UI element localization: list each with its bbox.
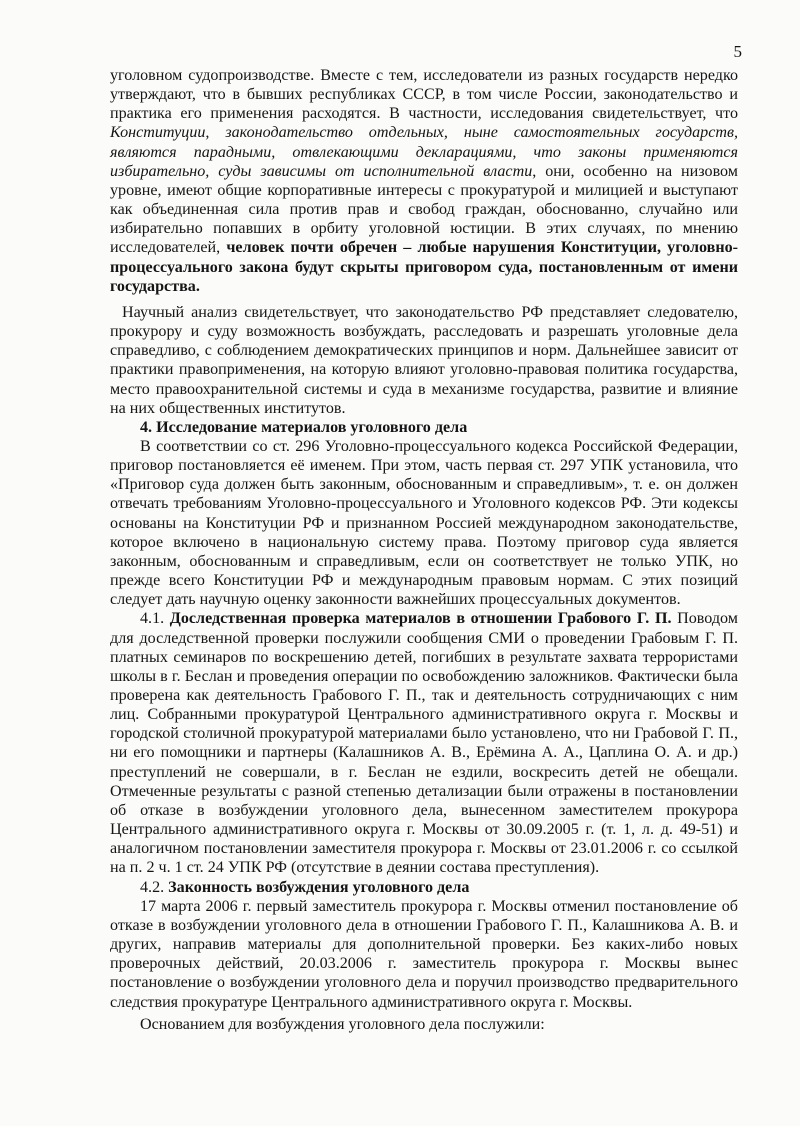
paragraph-4-1 — [110, 609, 738, 877]
subsection-4-1-number: 4.1. — [140, 610, 170, 628]
subsection-4-1-text: Поводом для доследственной проверки послужили сообщения СМИ о проведении Грабовым Г. П. платных семинаров по воскрешению детей, погибших в результате захвата террористами школы в г. Беслан и проведения операции по освобождению заложников. Фактически была проверена как деятельность Грабового Г. П., так и деятельность сотрудничающих с ним лиц. Собранными прокуратурой Центрального административного округа г. Москвы и городской столичной прокуратурой материалами было установлено, что ни Грабовой Г. П., ни его помощники и партнеры (Калашников А. В., Ерёмина А. А., Цаплина О. А. и др.) преступлений не совершали, в г. Беслан не ездили, воскресить детей не обещали. Отмеченные результаты с разной степенью детализации были отражены в постановлении об отказе в возбуждении уголовного дела, вынесенном заместителем прокурора Центрального административного округа г. Москвы от 30.09.2005 г. (т. 1, л. д. 49-51) и аналогичном постановлении заместителя прокурора г. Москвы от 23.01.2006 г. со ссылкой на п. 2 ч. 1 ст. 24 УПК РФ (отсутствие в деянии состава преступления). — [110, 610, 738, 877]
paragraph-scientific-analysis: Научный анализ свидетельствует, что законодательство РФ представляет следователю, прокурору и суду возможность возбуждать, расследовать и разрешать уголовные дела справедливо, с соблюдением демократических принципов и норм. Дальнейшее зависит от практики правоприменения, на которую влияют уголовно-правовая политика государства, место правоохранительной системы и суда в механизме государства, развитие и влияние на них общественных институтов. — [110, 303, 738, 417]
intro-italic-quote: Конституции, законодательство отдельных, ныне самостоятельных государств, являются парадными, отвлекающими декларациями, что законы применяются избирательно, суды зависимы от исполнительной власти — [110, 124, 738, 180]
subsection-4-2-number: 4.2. — [140, 878, 169, 896]
paragraph-intro — [110, 66, 738, 296]
subsection-4-1-title: Доследственная проверка материалов в отношении Грабового Г. П. — [169, 610, 672, 628]
intro-text-2: , они, особенно на низовом уровне, имеют общие корпоративные интересы с прокуратурой и милицией и выступают как объединенная сила против прав и свобод граждан, обоснованно, случайно или избирательно попавших в орбиту уголовной юстиции. В этих случаях, по мнению исследователей, — [110, 162, 738, 257]
page-number: 5 — [733, 42, 742, 61]
document-body — [110, 66, 738, 1034]
paragraph-4-2: 17 марта 2006 г. первый заместитель прокурора г. Москвы отменил постановление об отказе в возбуждении уголовного дела в отношении Грабового Г. П., Калашникова А. В. и других, направив материалы для дополнительной проверки. Без каких-либо новых проверочных действий, 20.03.2006 г. заместитель прокурора г. Москвы вынес постановление о возбуждении уголовного дела и поручил производство предварительного следствия прокуратуре Центрального административного округа г. Москвы. — [110, 897, 738, 1011]
subsection-4-2-title: Законность возбуждения уголовного дела — [168, 878, 470, 896]
section-heading-4: 4. Исследование материалов уголовного дела — [140, 418, 468, 436]
paragraph-grounds: Основанием для возбуждения уголовного дела послужили: — [140, 1015, 545, 1033]
intro-text-1: уголовном судопроизводстве. Вместе с тем, исследователи из разных государств нередко утверждают, что в бывших республиках СССР, в том числе России, законодательство и практика его применения расходятся. В частности, исследования свидетельствует, что — [110, 67, 738, 123]
intro-bold-conclusion: человек почти обречен – любые нарушения Конституции, уголовно-процессуального закона будут скрыты приговором суда, постановленным от имени государства. — [110, 239, 738, 295]
subsection-heading-4-2 — [110, 878, 738, 897]
paragraph-section-4: В соответствии со ст. 296 Уголовно-процессуального кодекса Российской Федерации, приговор постановляется её именем. При этом, часть первая ст. 297 УПК установила, что «Приговор суда должен быть законным, обоснованным и справедливым», т. е. он должен отвечать требованиям Уголовно-процессуального и Уголовного кодексов РФ. Эти кодексы основаны на Конституции РФ и признанном Россией международном законодательстве, которое включено в национальную систему права. Поэтому приговор суда является законным, обоснованным и справедливым, если он соответствует не только УПК, но прежде всего Конституции РФ и международным правовым нормам. С этих позиций следует дать научную оценку законности важнейших процессуальных документов. — [110, 437, 738, 609]
